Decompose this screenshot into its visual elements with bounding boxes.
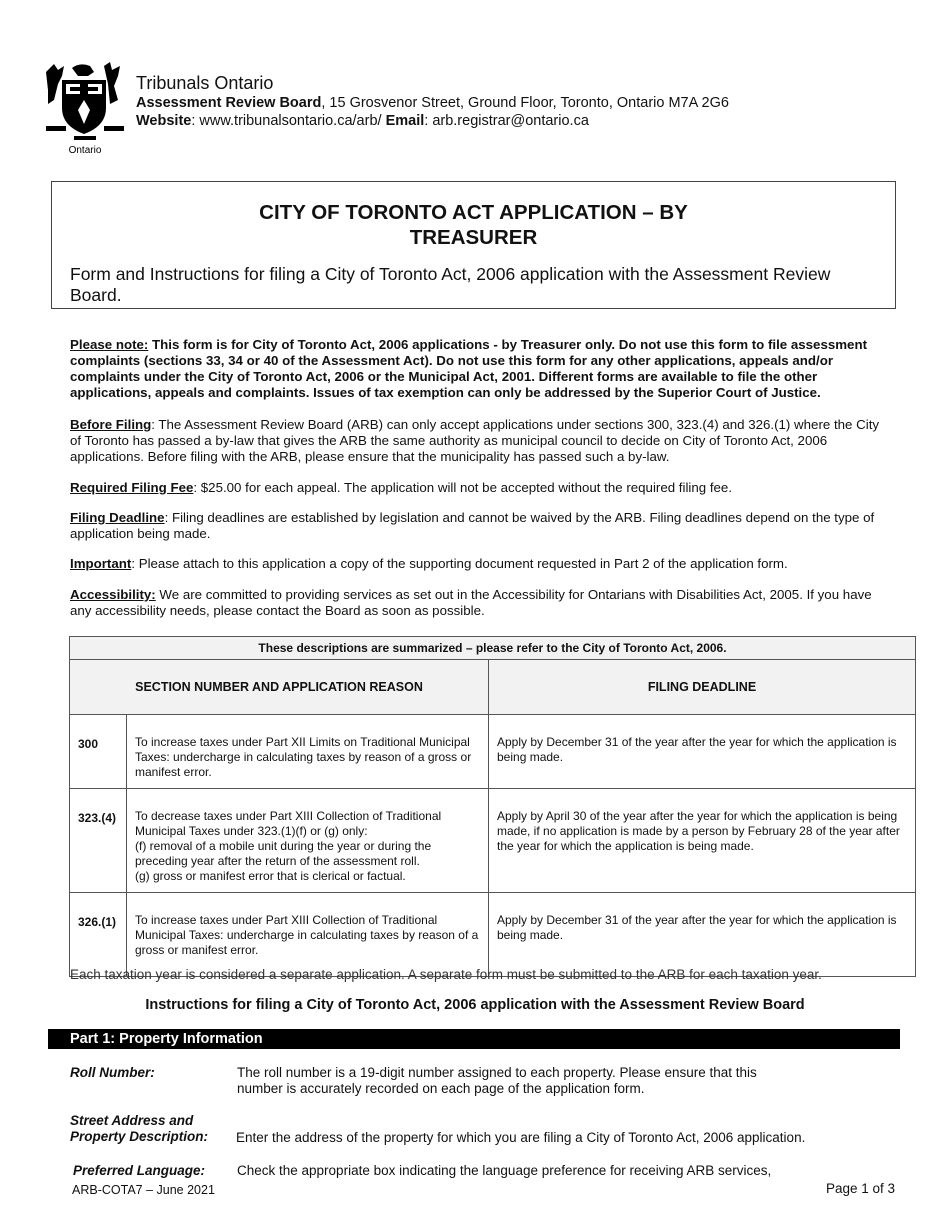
roll-number-text: The roll number is a 19-digit number assigned to each property. Please ensure that this number is accurately recorded on each page of the application form. xyxy=(237,1065,757,1096)
section-deadline: Apply by April 30 of the year after the year for which the application is being made, if no application is made by a person by February 28 of the year after the year for which the application is being made. xyxy=(489,789,916,893)
reason-line: To increase taxes under Part XIII Collection of Traditional Municipal Taxes: undercharge in calculating taxes by reason of a gross or manifest error. xyxy=(135,913,479,957)
please-note-label: Please note: xyxy=(70,337,149,352)
page-title xyxy=(52,200,895,250)
section-reason xyxy=(127,789,489,893)
before-filing-text: : The Assessment Review Board (ARB) can only accept applications under sections 300, 323.(4) and 326.(1) where the City of Toronto has passed a by-law that gives the ARB the same authority as municipal council to decide on City of Toronto Act, 2006 applications. Before filing with the ARB, please ensure that the municipality has passed such a by-law. xyxy=(70,417,880,464)
important-paragraph xyxy=(70,556,882,572)
fee-text: : $25.00 for each appeal. The application will not be accepted without the required filing fee. xyxy=(193,480,733,495)
section-number: 323.(4) xyxy=(70,789,127,893)
table-header-reason: SECTION NUMBER AND APPLICATION REASON xyxy=(70,660,489,715)
address-text: Enter the address of the property for which you are filing a City of Toronto Act, 2006 application. xyxy=(236,1130,806,1145)
important-text: : Please attach to this application a copy of the supporting document requested in Part 2 of the application form. xyxy=(131,556,788,571)
accessibility-label: Accessibility: xyxy=(70,587,156,602)
title-box xyxy=(51,181,896,309)
instructions-heading: Instructions for filing a City of Toronto Act, 2006 application with the Assessment Review Board xyxy=(145,997,805,1013)
table-row xyxy=(70,893,916,977)
reason-line: To decrease taxes under Part XIII Collection of Traditional Municipal Taxes under 323.(1)(f) or (g) only: xyxy=(135,809,442,838)
fee-paragraph xyxy=(70,480,882,496)
section-number: 300 xyxy=(70,715,127,789)
section-reason xyxy=(127,893,489,977)
ontario-coat-of-arms-logo xyxy=(44,60,126,156)
table-row xyxy=(70,715,916,789)
svg-text:Ontario: Ontario xyxy=(68,145,102,156)
section-deadline: Apply by December 31 of the year after the year for which the application is being made. xyxy=(489,893,916,977)
title-line-1: CITY OF TORONTO ACT APPLICATION – BY xyxy=(259,201,688,224)
table-header-deadline: FILING DEADLINE xyxy=(489,660,916,715)
language-label: Preferred Language: xyxy=(73,1163,206,1178)
please-note-paragraph xyxy=(70,337,882,401)
website-link[interactable]: : www.tribunalsontario.ca/arb/ xyxy=(191,113,386,129)
part-1-heading: Part 1: Property Information xyxy=(48,1029,900,1049)
reason-line: (f) removal of a mobile unit during the year or during the preceding year after the return of the assessment roll. xyxy=(135,839,432,868)
address-label-line: Property Description: xyxy=(70,1129,209,1144)
before-filing-label: Before Filing xyxy=(70,417,152,432)
contact-line xyxy=(136,113,589,129)
reason-line: To increase taxes under Part XII Limits on Traditional Municipal Taxes: undercharge in calculating taxes by reason of a gross or manifest error. xyxy=(135,735,472,779)
important-label: Important xyxy=(70,556,132,571)
reason-line: (g) gross or manifest error that is clerical or factual. xyxy=(135,869,406,883)
board-address xyxy=(136,95,729,111)
form-id: ARB-COTA7 – June 2021 xyxy=(72,1183,215,1197)
section-reason xyxy=(127,715,489,789)
table-row xyxy=(70,789,916,893)
title-line-2: TREASURER xyxy=(409,226,538,249)
section-deadline: Apply by December 31 of the year after the year for which the application is being made. xyxy=(489,715,916,789)
page-number: Page 1 of 3 xyxy=(825,1181,895,1196)
deadline-text: : Filing deadlines are established by legislation and cannot be waived by the ARB. Filing deadlines depend on the type of application being made. xyxy=(70,510,875,541)
roll-number-label: Roll Number: xyxy=(70,1065,155,1080)
org-name: Tribunals Ontario xyxy=(136,73,274,93)
accessibility-paragraph xyxy=(70,587,882,619)
address-label-line: Street Address and xyxy=(70,1113,194,1128)
deadline-paragraph xyxy=(70,510,882,542)
fee-label: Required Filing Fee xyxy=(70,480,194,495)
accessibility-text: We are committed to providing services as set out in the Accessibility for Ontarians with Disabilities Act, 2005. If you have any accessibility needs, please contact the Board as soon as possible. xyxy=(70,587,872,618)
section-number: 326.(1) xyxy=(70,893,127,977)
email-link[interactable]: : arb.registrar@ontario.ca xyxy=(424,113,589,129)
sections-table xyxy=(69,636,916,977)
language-text: Check the appropriate box indicating the language preference for receiving ARB services, xyxy=(237,1163,772,1178)
separate-application-note: Each taxation year is considered a separate application. A separate form must be submitted to the ARB for each taxation year. xyxy=(70,967,822,982)
board-name: Assessment Review Board xyxy=(136,95,322,111)
please-note-text: This form is for City of Toronto Act, 2006 applications - by Treasurer only. Do not use this form to file assessment complaints (sections 33, 34 or 40 of the Assessment Act). Do not use this form for any other applications, appeals and/or complaints under the City of Toronto Act, 2006 or the Municipal Act, 2001. Different forms are available to file the other applications, appeals and complaints. Issues of tax exemption can only be addressed by the Superior Court of Justice. xyxy=(70,337,867,400)
table-caption: These descriptions are summarized – please refer to the City of Toronto Act, 2006. xyxy=(70,637,916,660)
address-label xyxy=(70,1113,208,1145)
address: , 15 Grosvenor Street, Ground Floor, Toronto, Ontario M7A 2G6 xyxy=(321,95,729,111)
website-label: Website xyxy=(136,113,192,129)
before-filing-paragraph xyxy=(70,417,882,465)
deadline-label: Filing Deadline xyxy=(70,510,165,525)
email-label: Email xyxy=(385,113,425,129)
page-subtitle: Form and Instructions for filing a City of Toronto Act, 2006 application with the Assessment Review Board. xyxy=(70,264,831,305)
